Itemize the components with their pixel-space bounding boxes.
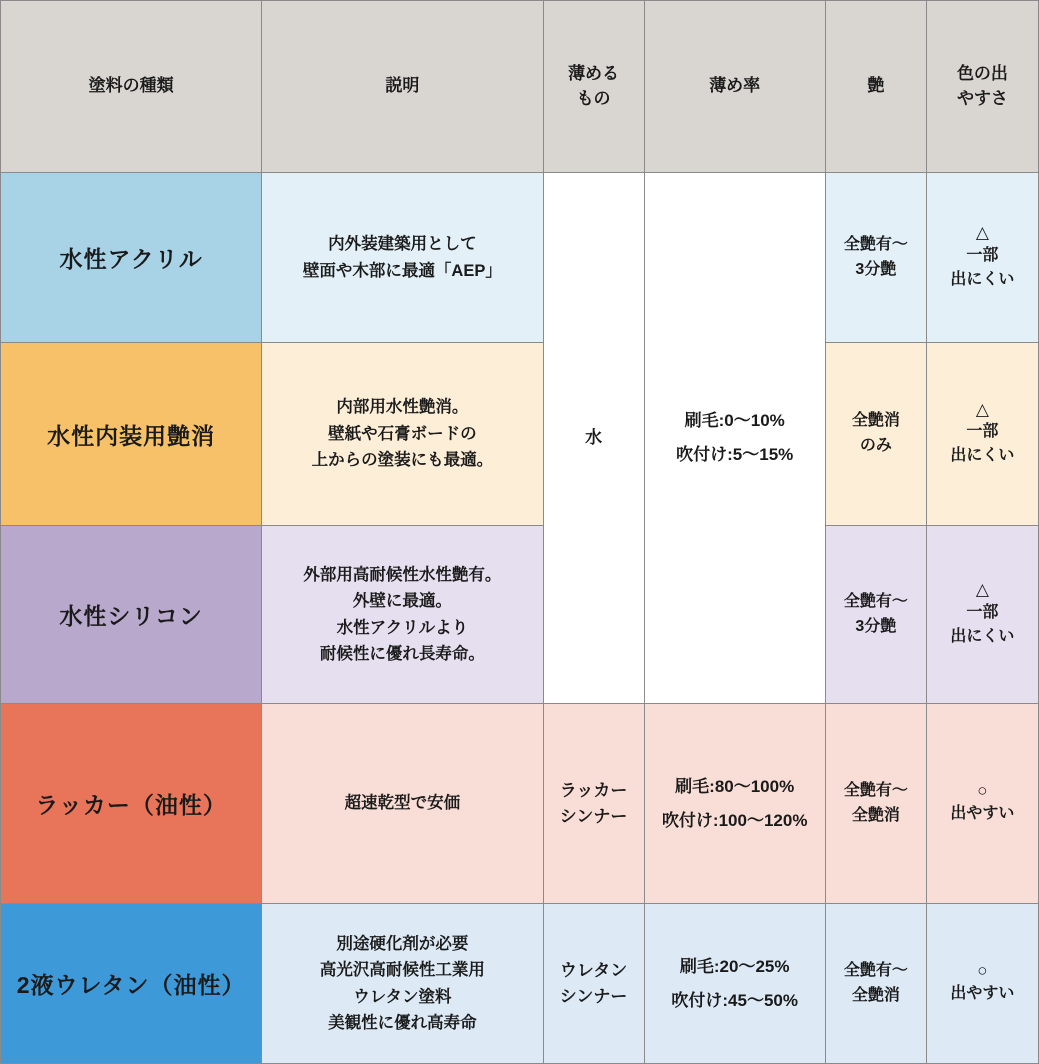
thinner-line: シンナー	[559, 806, 628, 826]
table-row	[1, 904, 1039, 1064]
gloss-line: 3分艶	[855, 260, 897, 278]
dilution-rate-value	[644, 704, 825, 904]
paint-description	[262, 173, 543, 343]
column-header-paint-type: 塗料の種類	[1, 1, 262, 173]
thinner-line: ラッカー	[559, 781, 628, 800]
column-header-thinner-line-1: 薄める	[568, 63, 620, 83]
color-ease-line: 出やすい	[950, 804, 1015, 822]
gloss-line: 全艶消	[851, 806, 900, 824]
description-line: 美観性に優れ高寿命	[328, 1013, 477, 1032]
column-header-thinner	[543, 1, 644, 173]
gloss-line: 全艶有〜	[843, 961, 908, 979]
color-ease-mark: △	[975, 580, 989, 600]
thinner-value	[543, 704, 644, 904]
gloss-line: 全艶有〜	[843, 592, 908, 610]
color-ease-mark: △	[975, 223, 989, 243]
gloss-line: 全艶有〜	[843, 235, 908, 253]
description-line: 外壁に最適。	[352, 592, 452, 611]
column-header-color-ease-line-1: 色の出	[956, 63, 1008, 83]
table-header-row	[1, 1, 1039, 173]
color-ease-line: 一部	[966, 423, 999, 441]
paint-type-name: ラッカー（油性）	[1, 704, 262, 904]
color-ease-mark: ○	[977, 961, 988, 981]
column-header-color-ease	[926, 1, 1038, 173]
color-ease-line: 一部	[966, 603, 999, 621]
paint-description	[262, 704, 543, 904]
paint-type-name: 水性シリコン	[1, 526, 262, 704]
thinner-water-merged	[543, 173, 644, 704]
color-ease-value	[926, 526, 1038, 704]
description-line: 別途硬化剤が必要	[336, 934, 469, 953]
dilution-rate-line: 吹付け:5〜15%	[676, 445, 794, 464]
table-row	[1, 343, 1039, 526]
color-ease-line: 出にくい	[950, 627, 1015, 645]
column-header-thinner-line-2: もの	[576, 88, 611, 108]
table-row	[1, 526, 1039, 704]
gloss-line: 3分艶	[855, 617, 897, 635]
gloss-value	[825, 704, 926, 904]
description-line: 壁面や木部に最適「AEP」	[302, 261, 502, 280]
paint-type-name: 2液ウレタン（油性）	[1, 904, 262, 1064]
gloss-value	[825, 173, 926, 343]
gloss-value	[825, 343, 926, 526]
description-line: 水性アクリルより	[336, 618, 469, 637]
color-ease-line: 出にくい	[950, 270, 1015, 288]
description-line: 超速乾型で安価	[344, 794, 461, 813]
description-line: 内部用水性艶消。	[336, 398, 469, 417]
color-ease-value	[926, 704, 1038, 904]
table-row	[1, 704, 1039, 904]
dilution-rate-water-merged	[644, 173, 825, 704]
gloss-value	[825, 904, 926, 1064]
color-ease-mark: ○	[977, 781, 988, 801]
paint-description	[262, 343, 543, 526]
thinner-value	[543, 904, 644, 1064]
thinner-value: 水	[585, 428, 603, 448]
color-ease-value	[926, 173, 1038, 343]
column-header-dilution-rate: 薄め率	[644, 1, 825, 173]
color-ease-value	[926, 343, 1038, 526]
gloss-value	[825, 526, 926, 704]
column-header-description: 説明	[262, 1, 543, 173]
dilution-rate-value	[644, 904, 825, 1064]
column-header-gloss: 艶	[825, 1, 926, 173]
paint-type-name: 水性アクリル	[1, 173, 262, 343]
dilution-rate-line: 刷毛:80〜100%	[675, 776, 795, 796]
paint-type-name: 水性内装用艶消	[1, 343, 262, 526]
thinner-line: ウレタン	[559, 961, 628, 980]
color-ease-line: 出にくい	[950, 447, 1015, 465]
description-line: 高光沢高耐候性工業用	[319, 961, 485, 980]
description-line: ウレタン塗料	[353, 987, 452, 1006]
dilution-rate-line: 吹付け:45〜50%	[671, 990, 798, 1010]
gloss-line: 全艶消	[851, 986, 900, 1004]
paint-description	[262, 526, 543, 704]
paint-description	[262, 904, 543, 1064]
color-ease-line: 一部	[966, 246, 999, 264]
dilution-rate-line: 吹付け:100〜120%	[661, 810, 808, 830]
gloss-line: 全艶有〜	[843, 781, 908, 799]
color-ease-line: 出やすい	[950, 984, 1015, 1002]
description-line: 耐候性に優れ長寿命。	[319, 644, 485, 663]
description-line: 内外装建築用として	[328, 235, 477, 254]
description-line: 上からの塗装にも最適。	[311, 451, 494, 470]
gloss-line: 全艶消	[851, 412, 900, 430]
dilution-rate-line: 刷毛:0〜10%	[684, 411, 785, 430]
dilution-rate-line: 刷毛:20〜25%	[679, 956, 790, 976]
table-row	[1, 173, 1039, 343]
column-header-color-ease-line-2: やすさ	[956, 88, 1008, 108]
thinner-line: シンナー	[559, 986, 628, 1006]
description-line: 外部用高耐候性水性艶有。	[303, 565, 502, 584]
gloss-line: のみ	[859, 437, 892, 454]
color-ease-value	[926, 904, 1038, 1064]
description-line: 壁紙や石膏ボードの	[328, 424, 477, 443]
color-ease-mark: △	[975, 399, 989, 419]
